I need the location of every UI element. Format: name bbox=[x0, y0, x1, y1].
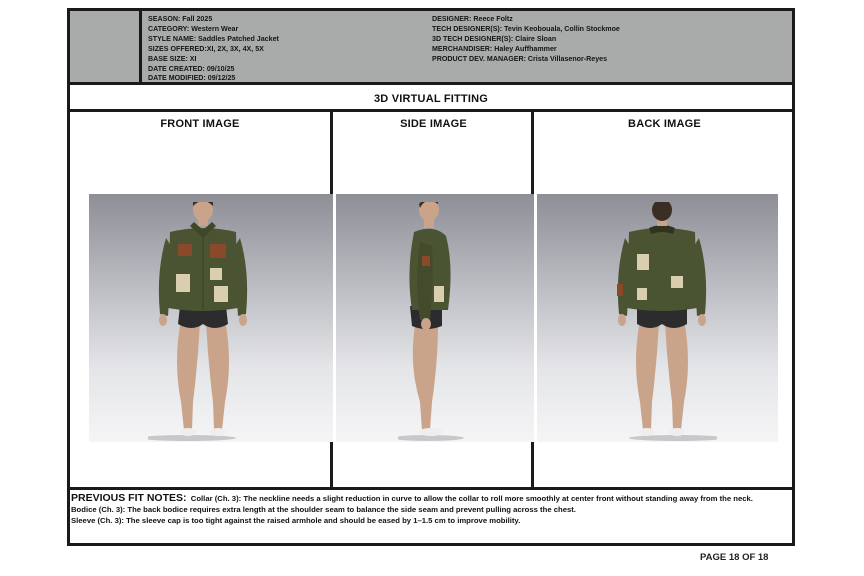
header-left-column bbox=[148, 15, 279, 84]
back-avatar-image bbox=[607, 202, 717, 442]
date-modified-field: DATE MODIFIED: 09/12/25 bbox=[148, 74, 236, 83]
page-number: PAGE 18 OF 18 bbox=[700, 552, 769, 563]
header-block bbox=[70, 11, 792, 85]
section-title: 3D VIRTUAL FITTING bbox=[70, 88, 792, 112]
product-dev-manager-field: PRODUCT DEV. MANAGER: Crista Villasenor-Reyes bbox=[432, 54, 608, 63]
merchandiser-field: MERCHANDISER: Haley Auffhammer bbox=[432, 44, 557, 53]
header-logo-cell bbox=[70, 11, 142, 82]
collar-note: Collar (Ch. 3): The neckline needs a slight reduction in curve to allow the collar to roll more smoothly at center front without standing away from the neck. bbox=[190, 494, 753, 503]
side-image-title: SIDE IMAGE bbox=[400, 118, 467, 130]
back-image-title: BACK IMAGE bbox=[628, 118, 701, 130]
tech-pack-sheet bbox=[67, 8, 795, 546]
front-avatar-image bbox=[148, 202, 258, 442]
front-image-panel bbox=[70, 112, 333, 487]
front-image-title: FRONT IMAGE bbox=[160, 118, 240, 130]
bodice-note: Bodice (Ch. 3): The back bodice requires extra length at the shoulder seam to balance the side seam and prevent pulling across the chest. bbox=[71, 505, 576, 515]
sizes-offered-field: SIZES OFFERED:XI, 2X, 3X, 4X, 5X bbox=[148, 44, 264, 53]
date-created-field: DATE CREATED: 09/10/25 bbox=[148, 64, 235, 73]
tech-designers-field: TECH DESIGNER(S): Tevin Keobouala, Collin Stockmoe bbox=[432, 24, 620, 33]
side-avatar-image bbox=[398, 202, 478, 442]
season-field: SEASON: Fall 2025 bbox=[148, 15, 213, 23]
base-size-field: BASE SIZE: XI bbox=[148, 54, 197, 63]
fit-notes-collar bbox=[71, 493, 792, 504]
side-image-panel bbox=[336, 112, 534, 487]
tech-3d-designers-field: 3D TECH DESIGNER(S): Claire Sloan bbox=[432, 34, 557, 43]
fit-notes-heading: PREVIOUS FIT NOTES: bbox=[71, 492, 187, 504]
category-field: CATEGORY: Western Wear bbox=[148, 24, 239, 33]
back-image-panel bbox=[537, 112, 792, 487]
header-right-column bbox=[432, 15, 620, 65]
designer-field: DESIGNER: Reece Foltz bbox=[432, 15, 513, 23]
virtual-fitting-images bbox=[70, 112, 792, 490]
fit-notes bbox=[70, 490, 792, 543]
style-name-field: STYLE NAME: Saddles Patched Jacket bbox=[148, 34, 279, 43]
sleeve-note: Sleeve (Ch. 3): The sleeve cap is too tight against the raised armhole and should be eased by 1–1.5 cm to improve mobility. bbox=[71, 516, 521, 526]
